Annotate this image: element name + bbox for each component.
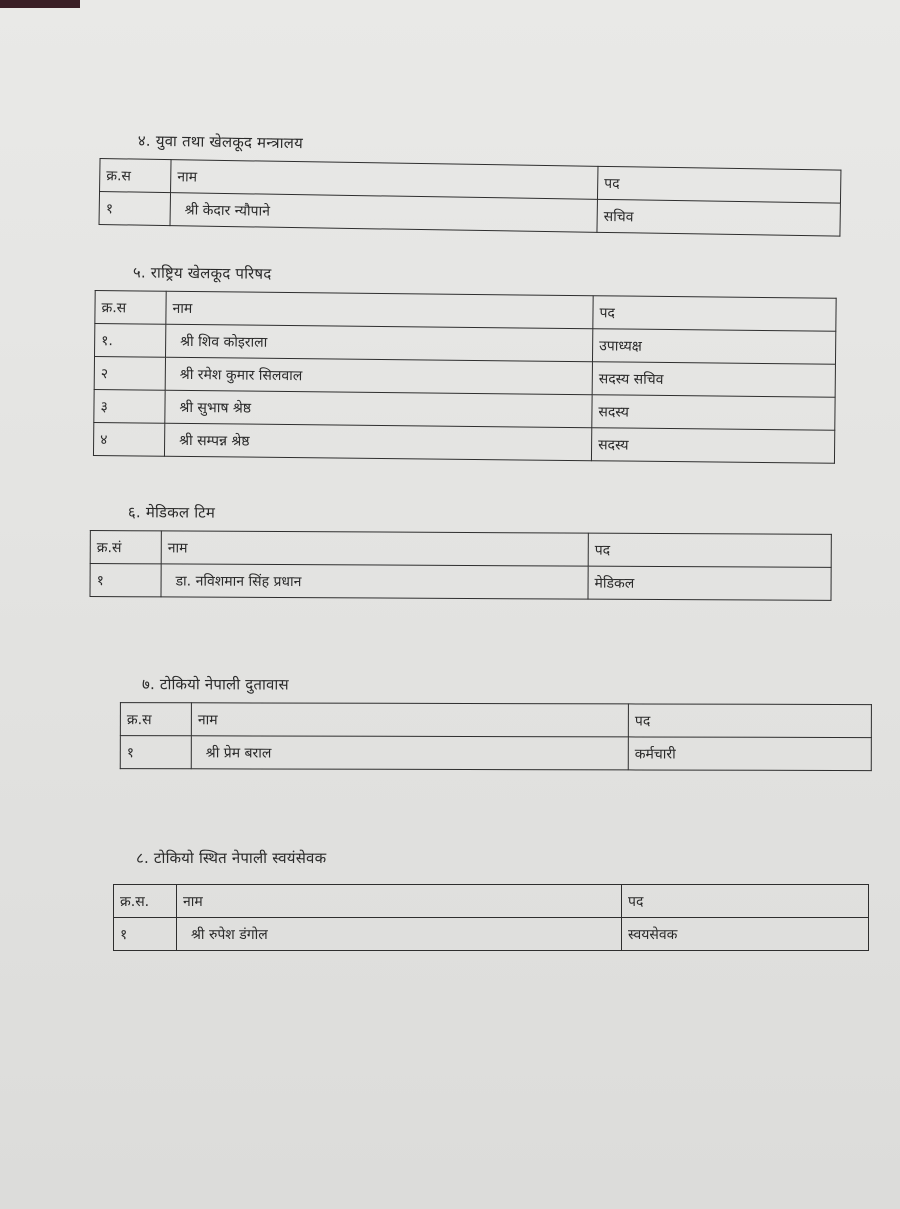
cell-post: सचिव xyxy=(597,199,840,236)
cell-post: मेडिकल xyxy=(588,566,831,600)
table-header-row xyxy=(120,703,871,738)
section-title: ५. राष्ट्रिय खेलकूद परिषद xyxy=(132,263,272,283)
cell-serial-number: १ xyxy=(90,564,161,597)
header-name: नाम xyxy=(177,885,622,918)
cell-name xyxy=(166,324,593,361)
name-text: श्री सुभाष श्रेष्ठ xyxy=(179,399,252,417)
cell-name xyxy=(164,423,591,460)
cell-name xyxy=(170,193,597,233)
cell-name xyxy=(191,736,628,770)
cell-name xyxy=(177,918,622,951)
cell-serial-number: १ xyxy=(99,192,171,226)
header-post: पद xyxy=(628,704,871,738)
header-name: नाम xyxy=(191,703,628,737)
roster-table xyxy=(99,158,842,237)
section-title: ४. युवा तथा खेलकूद मन्त्रालय xyxy=(137,131,304,153)
section-tokyo-nepali-volunteers xyxy=(78,848,869,951)
name-text: डा. नविशमान सिंह प्रधान xyxy=(175,572,302,590)
name-text: श्री केदार न्यौपाने xyxy=(184,201,271,220)
header-name: नाम xyxy=(166,291,593,328)
page-corner-edge xyxy=(0,0,80,8)
section-national-sports-council xyxy=(93,262,837,464)
cell-serial-number: १ xyxy=(120,736,191,769)
section-medical-team xyxy=(90,502,832,601)
header-post: पद xyxy=(593,296,836,332)
roster-table xyxy=(90,530,832,601)
cell-post: उपाध्यक्ष xyxy=(592,329,835,365)
cell-name xyxy=(165,357,592,394)
roster-table xyxy=(120,702,872,771)
roster-table xyxy=(113,884,869,951)
cell-post: कर्मचारी xyxy=(628,737,871,771)
section-title: ६. मेडिकल टिम xyxy=(127,503,216,522)
header-post: पद xyxy=(588,533,831,567)
cell-name xyxy=(161,564,588,599)
header-serial-number: क्र.स. xyxy=(114,885,177,918)
cell-post: सदस्य सचिव xyxy=(592,362,835,398)
cell-post: स्वयसेवक xyxy=(622,918,869,951)
cell-serial-number: ३ xyxy=(94,389,165,423)
table-header-row xyxy=(114,885,869,918)
section-title: ८. टोकियो स्थित नेपाली स्वयंसेवक xyxy=(136,849,327,867)
header-serial-number: क्र.स xyxy=(120,703,191,736)
cell-name xyxy=(165,390,592,427)
name-text: श्री प्रेम बराल xyxy=(205,744,272,761)
section-youth-sports-ministry xyxy=(99,130,842,237)
name-text: श्री रमेश कुमार सिलवाल xyxy=(179,366,303,384)
cell-serial-number: २ xyxy=(94,357,165,391)
header-name: नाम xyxy=(171,160,598,200)
header-post: पद xyxy=(622,885,869,918)
cell-serial-number: १. xyxy=(95,324,166,358)
name-text: श्री रुपेश डंगोल xyxy=(191,926,268,943)
header-post: पद xyxy=(597,166,840,203)
table-row xyxy=(90,564,831,601)
cell-serial-number: ४ xyxy=(93,422,164,456)
header-serial-number: क्र.स xyxy=(100,159,172,193)
name-text: श्री सम्पन्न श्रेष्ठ xyxy=(179,432,250,450)
section-title: ७. टोकियो नेपाली दुतावास xyxy=(141,675,289,694)
cell-post: सदस्य xyxy=(591,428,834,464)
table-row xyxy=(114,918,869,951)
table-row xyxy=(93,422,834,463)
cell-post: सदस्य xyxy=(592,395,835,431)
header-serial-number: क्र.सं xyxy=(90,531,161,564)
table-row xyxy=(120,736,871,771)
roster-table xyxy=(93,290,837,464)
header-name: नाम xyxy=(161,531,588,566)
name-text: श्री शिव कोइराला xyxy=(180,333,268,351)
section-tokyo-nepali-embassy xyxy=(84,674,872,771)
cell-serial-number: १ xyxy=(114,918,177,951)
header-serial-number: क्र.स xyxy=(95,291,166,325)
table-header-row xyxy=(90,531,831,568)
